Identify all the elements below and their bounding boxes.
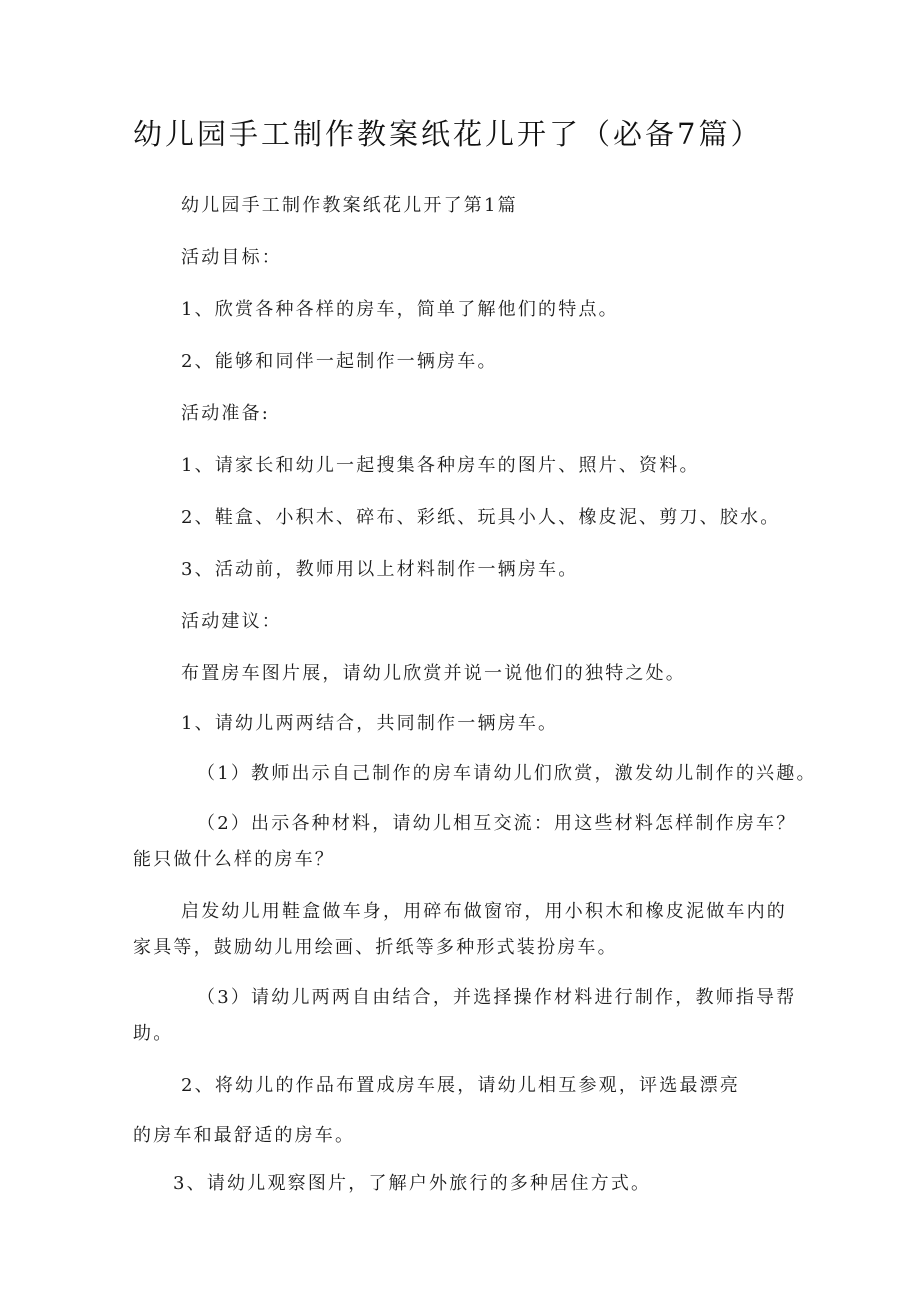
paragraph: 活动准备: xyxy=(181,403,271,424)
paragraph: （3）请幼儿两两自由结合，并选择操作材料进行制作，教师指导帮 xyxy=(197,987,797,1008)
paragraph: 2、将幼儿的作品布置成房车展，请幼儿相互参观，评选最漂亮 xyxy=(181,1075,741,1096)
paragraph: 活动目标： xyxy=(181,247,282,268)
paragraph: 3、活动前，教师用以上材料制作一辆房车。 xyxy=(181,559,579,580)
paragraph: （1）教师出示自己制作的房车请幼儿们欣赏，激发幼儿制作的兴趣。 xyxy=(197,763,817,784)
paragraph: 启发幼儿用鞋盒做车身，用碎布做窗帘，用小积木和橡皮泥做车内的 xyxy=(181,901,787,922)
paragraph: 3、请幼儿观察图片，了解户外旅行的多种居住方式。 xyxy=(173,1173,652,1194)
section-heading: 幼儿园手工制作教案纸花儿开了第1篇 xyxy=(181,195,518,216)
paragraph: 1、欣赏各种各样的房车，简单了解他们的特点。 xyxy=(181,299,619,320)
paragraph: 2、鞋盒、小积木、碎布、彩纸、玩具小人、橡皮泥、剪刀、胶水。 xyxy=(181,507,781,528)
paragraph: 能只做什么样的房车？ xyxy=(133,849,335,870)
document-title: 幼儿园手工制作教案纸花儿开了（必备7篇） xyxy=(133,117,763,151)
paragraph: 布置房车图片展，请幼儿欣赏并说一说他们的独特之处。 xyxy=(181,663,686,684)
paragraph: 助。 xyxy=(133,1023,174,1044)
paragraph: 1、请幼儿两两结合，共同制作一辆房车。 xyxy=(181,713,559,734)
paragraph: 家具等，鼓励幼儿用绘画、折纸等多种形式装扮房车。 xyxy=(133,937,618,958)
paragraph: 活动建议： xyxy=(181,611,282,632)
paragraph: 1、请家长和幼儿一起搜集各种房车的图片、照片、资料。 xyxy=(181,455,700,476)
paragraph: （2）出示各种材料，请幼儿相互交流：用这些材料怎样制作房车？ xyxy=(197,813,797,834)
paragraph: 的房车和最舒适的房车。 xyxy=(133,1125,356,1146)
paragraph: 2、能够和同伴一起制作一辆房车。 xyxy=(181,351,498,372)
